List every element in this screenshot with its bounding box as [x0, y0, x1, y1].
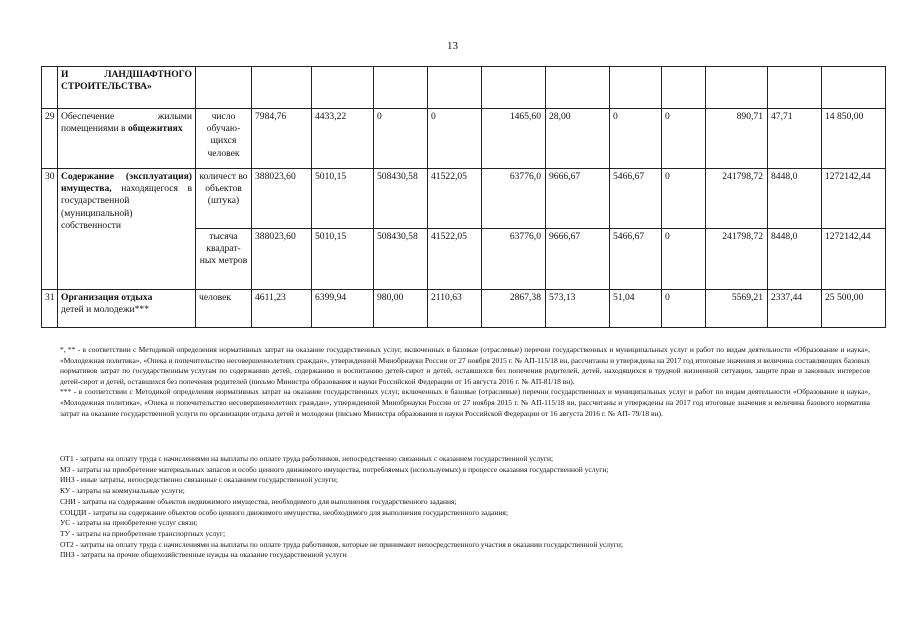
value-cell: 1272142,44	[822, 229, 886, 290]
value-cell: 890,71	[706, 109, 768, 169]
value-cell: 25 500,00	[822, 290, 886, 328]
page-number: 13	[447, 40, 458, 52]
abbreviation-item: СНИ - затраты на содержание объектов недвижимого имущества, необходимого для выполнения государственного задания;	[60, 496, 457, 506]
value-cell: 0	[428, 109, 482, 169]
value-cell: 0	[662, 169, 706, 229]
value-cell: 5466,67	[610, 229, 662, 290]
value-cell: 573,13	[546, 290, 610, 328]
value-cell: 8448,0	[768, 169, 822, 229]
value-cell: 388023,60	[252, 229, 312, 290]
value-cell: 5010,15	[312, 169, 374, 229]
value-cell: 14 850,00	[822, 109, 886, 169]
value-cell: 51,04	[610, 290, 662, 328]
value-cell: 0	[610, 109, 662, 169]
value-cell: 508430,58	[374, 229, 428, 290]
value-cell: 508430,58	[374, 169, 428, 229]
unit-cell: число обучаю-щихся человек	[196, 109, 252, 169]
abbreviation-item: ОТ2 - затраты на оплату труда с начислениями на выплаты по оплате труда работников, которые не принимают непосредственного участия в оказании государственной услуги;	[60, 539, 623, 549]
row-number: 31	[42, 290, 58, 328]
value-cell: 5010,15	[312, 229, 374, 290]
abbreviation-item: УС - затраты на приобретение услуг связи;	[60, 518, 198, 528]
value-cell: 41522,05	[428, 169, 482, 229]
value-cell: 1465,60	[482, 109, 546, 169]
value-cell: 9666,67	[546, 169, 610, 229]
cost-norms-table	[41, 66, 886, 328]
unit-cell: тысяча квадрат-ных метров	[196, 229, 252, 290]
table-row	[42, 109, 886, 169]
value-cell: 5466,67	[610, 169, 662, 229]
service-name: Обеспечение жилыми помещениями в общежитиях	[58, 109, 196, 169]
abbreviation-item: ТУ - затраты на приобретение транспортных услуг;	[60, 528, 226, 538]
row-number: 29	[42, 109, 58, 169]
footnote-2: *** - в соответствии с Методикой определения нормативных затрат на оказание государственных услуг, включенных в базовые (отраслевые) перечни государственных и муниципальных услуг и работ по видам деятельности «Образование и наука», «Молодежная политика», «Опека и попечительство несовершеннолетних граждан», утвержденной Минобрнауки России от 27 ноября 2015 г. № АП-115/18 вн, рассчитаны и утверждены на 2017 год итоговые значения и величина базового норматива затрат на оказание государственной услуги по организации отдыха детей и молодежи (письмо Министра образования и науки Российской Федерации от 16 августа 2016 г. № АП- 79/18 вн).	[60, 387, 870, 418]
service-name: И ЛАНДШАФТНОГО СТРОИТЕЛЬСТВА»	[58, 67, 196, 109]
value-cell: 0	[662, 290, 706, 328]
abbreviation-item: СОЦДИ - затраты на содержание объектов особо ценного движимого имущества, необходимого для выполнения государственного задания;	[60, 507, 508, 517]
value-cell: 6399,94	[312, 290, 374, 328]
table-row	[42, 169, 886, 229]
service-name: Организация отдыха детей и молодежи***	[58, 290, 196, 328]
value-cell: 5569,21	[706, 290, 768, 328]
value-cell: 241798,72	[706, 169, 768, 229]
row-number: 30	[42, 169, 58, 290]
value-cell: 2337,44	[768, 290, 822, 328]
value-cell: 63776,0	[482, 169, 546, 229]
value-cell: 28,00	[546, 109, 610, 169]
value-cell: 4433,22	[312, 109, 374, 169]
abbreviation-item: ПНЗ - затраты на прочие общехозяйственные нужды на оказание государственной услуги	[60, 550, 347, 560]
value-cell: 9666,67	[546, 229, 610, 290]
value-cell: 1272142,44	[822, 169, 886, 229]
value-cell: 47,71	[768, 109, 822, 169]
value-cell: 0	[374, 109, 428, 169]
abbreviation-item: МЗ - затраты на приобретение материальных запасов и особо ценного движимого имущества, потребляемых (используемых) в процессе оказания государственной услуги;	[60, 464, 609, 474]
service-name: Содержание (эксплуатация) имущества, находящегося в государственной (муниципальной) собственности	[58, 169, 196, 290]
value-cell: 4611,23	[252, 290, 312, 328]
abbreviation-item: ИНЗ - иные затраты, непосредственно связанные с оказанием государственной услуги;	[60, 475, 338, 485]
value-cell: 63776,0	[482, 229, 546, 290]
table-row	[42, 67, 886, 109]
table-row	[42, 290, 886, 328]
value-cell: 980,00	[374, 290, 428, 328]
value-cell: 241798,72	[706, 229, 768, 290]
value-cell: 7984,76	[252, 109, 312, 169]
value-cell: 8448,0	[768, 229, 822, 290]
unit-cell: количест во объектов (штука)	[196, 169, 252, 229]
footnote-1: *, ** - в соответствии с Методикой определения нормативных затрат на оказание государственных услуг, включенных в базовые (отраслевые) перечни государственных и муниципальных услуг и работ по видам деятельности «Образование и наука», «Молодежная политика», «Опека и попечительство несовершеннолетних граждан», утвержденной Минобрнауки России от 27 ноября 2015 г. № АП-115/18 вн, рассчитаны и утверждены на 2017 год итоговые значения и величина составляющих базовых нормативов затрат по государственным услугам по содержанию детей, содержанию и воспитанию детей-сирот и детей, оставшихся без попечения родителей, детей, находящихся в трудной жизненной ситуации, защите прав и законных интересов детей-сирот и детей, оставшихся без попечения родителей (письмо Министра образования и науки Российской Федерации от 16 августа 2016 г. № АП-81/18 вн).	[60, 345, 870, 386]
value-cell: 41522,05	[428, 229, 482, 290]
abbreviation-item: КУ - затраты на коммунальные услуги;	[60, 486, 185, 496]
value-cell: 2110,63	[428, 290, 482, 328]
abbreviations-list	[60, 454, 870, 561]
abbreviation-item: ОТ1 - затраты на оплату труда с начислениями на выплаты по оплате труда работников, непосредственно связанных с оказанием государственной услуги;	[60, 454, 554, 463]
value-cell: 388023,60	[252, 169, 312, 229]
value-cell: 0	[662, 109, 706, 169]
unit-cell: человек	[196, 290, 252, 328]
value-cell: 2867,38	[482, 290, 546, 328]
footnotes	[60, 345, 870, 419]
row-number	[42, 67, 58, 109]
value-cell: 0	[662, 229, 706, 290]
